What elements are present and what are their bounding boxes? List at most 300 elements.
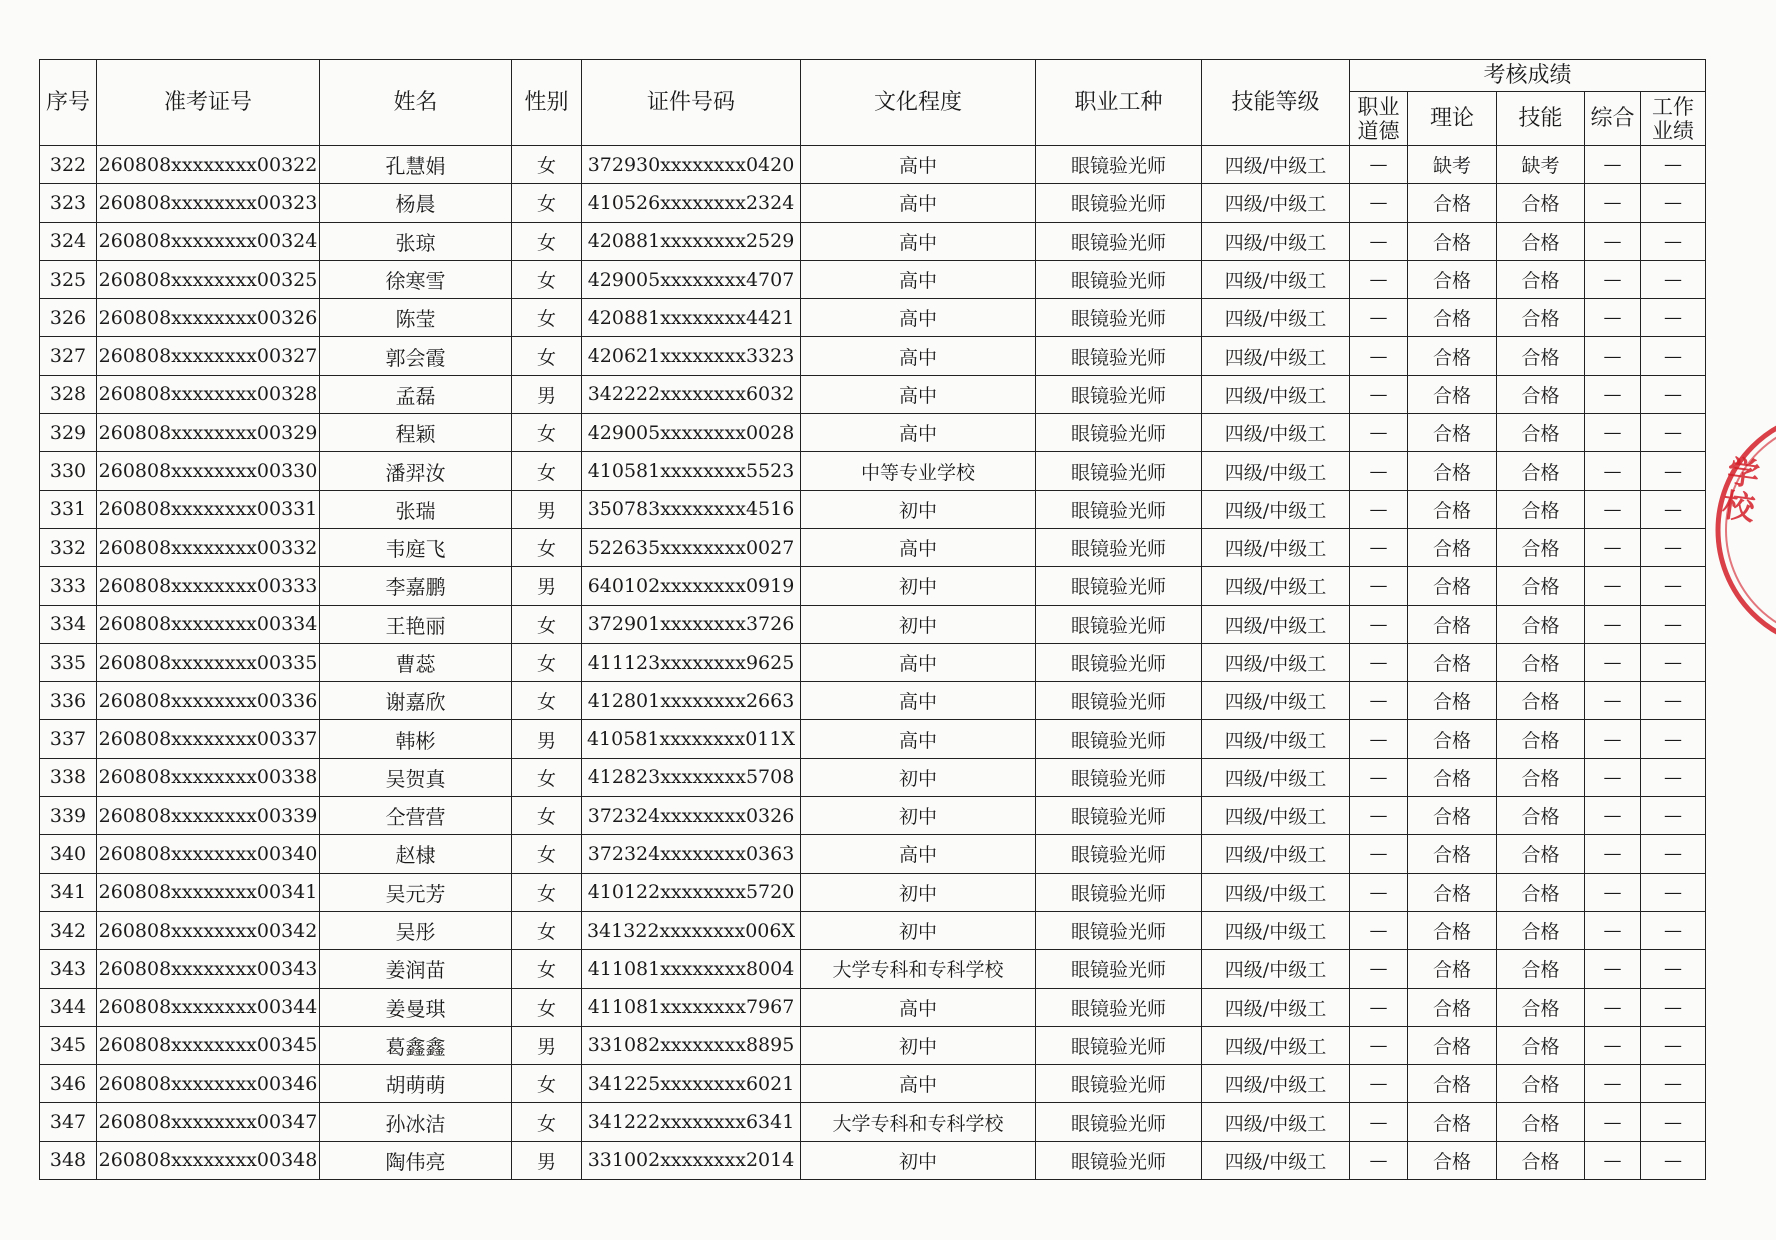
cell-work: — — [1641, 299, 1706, 337]
cell-gender: 女 — [512, 222, 582, 260]
cell-admission: 260808xxxxxxxx00326 — [97, 299, 320, 337]
cell-admission: 260808xxxxxxxx00340 — [97, 835, 320, 873]
cell-occupation: 眼镜验光师 — [1036, 567, 1202, 605]
cell-idno: 372930xxxxxxxx0420 — [582, 146, 801, 184]
cell-comprehensive: — — [1585, 375, 1641, 413]
cell-theory: 合格 — [1408, 682, 1497, 720]
cell-idno: 412823xxxxxxxx5708 — [582, 758, 801, 796]
cell-level: 四级/中级工 — [1202, 873, 1350, 911]
cell-gender: 女 — [512, 260, 582, 298]
cell-admission: 260808xxxxxxxx00347 — [97, 1103, 320, 1141]
cell-name: 张琼 — [320, 222, 512, 260]
table-row — [40, 605, 1706, 643]
cell-admission: 260808xxxxxxxx00327 — [97, 337, 320, 375]
table-row — [40, 414, 1706, 452]
cell-idno: 411081xxxxxxxx8004 — [582, 950, 801, 988]
cell-comprehensive: — — [1585, 337, 1641, 375]
cell-work: — — [1641, 758, 1706, 796]
cell-seq: 335 — [40, 643, 97, 681]
cell-ethics: — — [1350, 184, 1408, 222]
cell-admission: 260808xxxxxxxx00334 — [97, 605, 320, 643]
cell-ethics: — — [1350, 299, 1408, 337]
cell-comprehensive: — — [1585, 490, 1641, 528]
table-row — [40, 184, 1706, 222]
cell-comprehensive: — — [1585, 988, 1641, 1026]
cell-occupation: 眼镜验光师 — [1036, 260, 1202, 298]
cell-occupation: 眼镜验光师 — [1036, 528, 1202, 566]
cell-ethics: — — [1350, 797, 1408, 835]
cell-theory: 合格 — [1408, 643, 1497, 681]
cell-level: 四级/中级工 — [1202, 682, 1350, 720]
cell-work: — — [1641, 720, 1706, 758]
cell-comprehensive: — — [1585, 1065, 1641, 1103]
table-row — [40, 260, 1706, 298]
cell-work: — — [1641, 950, 1706, 988]
table-row — [40, 643, 1706, 681]
table-row — [40, 146, 1706, 184]
table-header — [40, 60, 1706, 146]
cell-work: — — [1641, 146, 1706, 184]
cell-gender: 女 — [512, 1103, 582, 1141]
cell-skill: 合格 — [1497, 835, 1585, 873]
cell-seq: 325 — [40, 260, 97, 298]
table-row — [40, 835, 1706, 873]
cell-education: 初中 — [801, 567, 1036, 605]
cell-level: 四级/中级工 — [1202, 911, 1350, 949]
cell-seq: 344 — [40, 988, 97, 1026]
cell-skill: 合格 — [1497, 1026, 1585, 1064]
cell-theory: 合格 — [1408, 1141, 1497, 1179]
cell-work: — — [1641, 682, 1706, 720]
cell-work: — — [1641, 1065, 1706, 1103]
cell-ethics: — — [1350, 1026, 1408, 1064]
cell-ethics: — — [1350, 682, 1408, 720]
cell-comprehensive: — — [1585, 567, 1641, 605]
cell-education: 高中 — [801, 720, 1036, 758]
cell-idno: 341222xxxxxxxx6341 — [582, 1103, 801, 1141]
table-row — [40, 911, 1706, 949]
cell-education: 初中 — [801, 911, 1036, 949]
cell-work: — — [1641, 1026, 1706, 1064]
cell-theory: 合格 — [1408, 567, 1497, 605]
cell-gender: 女 — [512, 528, 582, 566]
cell-comprehensive: — — [1585, 758, 1641, 796]
cell-education: 高中 — [801, 337, 1036, 375]
cell-level: 四级/中级工 — [1202, 1065, 1350, 1103]
cell-occupation: 眼镜验光师 — [1036, 375, 1202, 413]
cell-name: 吴贺真 — [320, 758, 512, 796]
cell-theory: 合格 — [1408, 988, 1497, 1026]
cell-idno: 411081xxxxxxxx7967 — [582, 988, 801, 1026]
cell-name: 姜曼琪 — [320, 988, 512, 1026]
cell-comprehensive: — — [1585, 1141, 1641, 1179]
cell-skill: 合格 — [1497, 375, 1585, 413]
cell-occupation: 眼镜验光师 — [1036, 1103, 1202, 1141]
cell-skill: 合格 — [1497, 873, 1585, 911]
cell-idno: 341322xxxxxxxx006X — [582, 911, 801, 949]
cell-comprehensive: — — [1585, 184, 1641, 222]
cell-ethics: — — [1350, 375, 1408, 413]
cell-comprehensive: — — [1585, 605, 1641, 643]
cell-gender: 男 — [512, 567, 582, 605]
cell-level: 四级/中级工 — [1202, 988, 1350, 1026]
header-scores-group: 考核成绩 — [1350, 60, 1706, 92]
cell-ethics: — — [1350, 873, 1408, 911]
cell-level: 四级/中级工 — [1202, 299, 1350, 337]
cell-education: 高中 — [801, 260, 1036, 298]
cell-education: 高中 — [801, 414, 1036, 452]
cell-work: — — [1641, 797, 1706, 835]
cell-theory: 合格 — [1408, 911, 1497, 949]
cell-ethics: — — [1350, 1103, 1408, 1141]
cell-gender: 女 — [512, 758, 582, 796]
cell-seq: 323 — [40, 184, 97, 222]
cell-occupation: 眼镜验光师 — [1036, 1141, 1202, 1179]
cell-gender: 女 — [512, 873, 582, 911]
cell-comprehensive: — — [1585, 1026, 1641, 1064]
cell-theory: 合格 — [1408, 758, 1497, 796]
cell-name: 孙冰洁 — [320, 1103, 512, 1141]
cell-skill: 合格 — [1497, 414, 1585, 452]
cell-seq: 324 — [40, 222, 97, 260]
cell-idno: 372324xxxxxxxx0326 — [582, 797, 801, 835]
cell-occupation: 眼镜验光师 — [1036, 184, 1202, 222]
cell-level: 四级/中级工 — [1202, 950, 1350, 988]
cell-name: 仝营营 — [320, 797, 512, 835]
cell-occupation: 眼镜验光师 — [1036, 414, 1202, 452]
table-row — [40, 1141, 1706, 1179]
cell-gender: 女 — [512, 911, 582, 949]
cell-ethics: — — [1350, 1141, 1408, 1179]
cell-level: 四级/中级工 — [1202, 643, 1350, 681]
cell-skill: 合格 — [1497, 528, 1585, 566]
cell-education: 高中 — [801, 988, 1036, 1026]
header-skill: 技能 — [1497, 92, 1585, 146]
cell-education: 高中 — [801, 146, 1036, 184]
cell-theory: 合格 — [1408, 375, 1497, 413]
cell-level: 四级/中级工 — [1202, 758, 1350, 796]
cell-work: — — [1641, 184, 1706, 222]
cell-gender: 女 — [512, 950, 582, 988]
cell-work: — — [1641, 911, 1706, 949]
cell-gender: 女 — [512, 452, 582, 490]
table-row — [40, 452, 1706, 490]
seal-ring — [1706, 410, 1776, 650]
cell-level: 四级/中级工 — [1202, 490, 1350, 528]
cell-comprehensive: — — [1585, 146, 1641, 184]
cell-theory: 合格 — [1408, 797, 1497, 835]
cell-gender: 女 — [512, 1065, 582, 1103]
cell-education: 高中 — [801, 184, 1036, 222]
cell-education: 初中 — [801, 797, 1036, 835]
cell-education: 大学专科和专科学校 — [801, 950, 1036, 988]
cell-occupation: 眼镜验光师 — [1036, 988, 1202, 1026]
cell-education: 初中 — [801, 605, 1036, 643]
cell-skill: 合格 — [1497, 490, 1585, 528]
cell-occupation: 眼镜验光师 — [1036, 605, 1202, 643]
cell-gender: 女 — [512, 835, 582, 873]
cell-occupation: 眼镜验光师 — [1036, 720, 1202, 758]
cell-idno: 331002xxxxxxxx2014 — [582, 1141, 801, 1179]
cell-seq: 342 — [40, 911, 97, 949]
cell-theory: 合格 — [1408, 452, 1497, 490]
cell-gender: 女 — [512, 605, 582, 643]
header-id-no: 证件号码 — [582, 60, 801, 146]
cell-ethics: — — [1350, 758, 1408, 796]
cell-name: 徐寒雪 — [320, 260, 512, 298]
cell-name: 谢嘉欣 — [320, 682, 512, 720]
cell-comprehensive: — — [1585, 911, 1641, 949]
cell-admission: 260808xxxxxxxx00330 — [97, 452, 320, 490]
cell-seq: 345 — [40, 1026, 97, 1064]
cell-skill: 合格 — [1497, 1065, 1585, 1103]
cell-occupation: 眼镜验光师 — [1036, 758, 1202, 796]
cell-skill: 合格 — [1497, 299, 1585, 337]
cell-theory: 合格 — [1408, 835, 1497, 873]
header-comprehensive: 综合 — [1585, 92, 1641, 146]
cell-name: 孔慧娟 — [320, 146, 512, 184]
cell-ethics: — — [1350, 528, 1408, 566]
cell-seq: 332 — [40, 528, 97, 566]
cell-name: 孟磊 — [320, 375, 512, 413]
table-row — [40, 375, 1706, 413]
header-occupation: 职业工种 — [1036, 60, 1202, 146]
cell-theory: 合格 — [1408, 490, 1497, 528]
cell-idno: 420881xxxxxxxx2529 — [582, 222, 801, 260]
cell-idno: 429005xxxxxxxx4707 — [582, 260, 801, 298]
cell-work: — — [1641, 528, 1706, 566]
cell-occupation: 眼镜验光师 — [1036, 490, 1202, 528]
cell-name: 吴元芳 — [320, 873, 512, 911]
cell-education: 初中 — [801, 873, 1036, 911]
cell-name: 赵棣 — [320, 835, 512, 873]
cell-education: 高中 — [801, 682, 1036, 720]
cell-gender: 女 — [512, 988, 582, 1026]
cell-seq: 348 — [40, 1141, 97, 1179]
header-theory: 理论 — [1408, 92, 1497, 146]
cell-level: 四级/中级工 — [1202, 260, 1350, 298]
table-row — [40, 1026, 1706, 1064]
cell-admission: 260808xxxxxxxx00325 — [97, 260, 320, 298]
cell-comprehensive: — — [1585, 643, 1641, 681]
cell-idno: 420881xxxxxxxx4421 — [582, 299, 801, 337]
cell-theory: 合格 — [1408, 950, 1497, 988]
cell-seq: 329 — [40, 414, 97, 452]
cell-level: 四级/中级工 — [1202, 414, 1350, 452]
table-body — [40, 146, 1706, 1180]
cell-idno: 412801xxxxxxxx2663 — [582, 682, 801, 720]
cell-admission: 260808xxxxxxxx00322 — [97, 146, 320, 184]
cell-name: 姜润苗 — [320, 950, 512, 988]
cell-ethics: — — [1350, 146, 1408, 184]
cell-comprehensive: — — [1585, 299, 1641, 337]
cell-theory: 合格 — [1408, 605, 1497, 643]
cell-admission: 260808xxxxxxxx00348 — [97, 1141, 320, 1179]
cell-gender: 女 — [512, 682, 582, 720]
cell-comprehensive: — — [1585, 950, 1641, 988]
cell-name: 杨晨 — [320, 184, 512, 222]
cell-admission: 260808xxxxxxxx00332 — [97, 528, 320, 566]
cell-comprehensive: — — [1585, 835, 1641, 873]
cell-skill: 合格 — [1497, 758, 1585, 796]
cell-gender: 男 — [512, 1141, 582, 1179]
table-row — [40, 758, 1706, 796]
cell-work: — — [1641, 567, 1706, 605]
cell-seq: 341 — [40, 873, 97, 911]
cell-education: 中等专业学校 — [801, 452, 1036, 490]
header-admission-no: 准考证号 — [97, 60, 320, 146]
cell-admission: 260808xxxxxxxx00342 — [97, 911, 320, 949]
cell-name: 张瑞 — [320, 490, 512, 528]
cell-level: 四级/中级工 — [1202, 1141, 1350, 1179]
cell-name: 潘羿汝 — [320, 452, 512, 490]
cell-education: 初中 — [801, 1026, 1036, 1064]
cell-idno: 372901xxxxxxxx3726 — [582, 605, 801, 643]
cell-level: 四级/中级工 — [1202, 452, 1350, 490]
cell-name: 李嘉鹏 — [320, 567, 512, 605]
cell-ethics: — — [1350, 988, 1408, 1026]
cell-admission: 260808xxxxxxxx00331 — [97, 490, 320, 528]
cell-work: — — [1641, 414, 1706, 452]
cell-ethics: — — [1350, 950, 1408, 988]
header-name: 姓名 — [320, 60, 512, 146]
cell-work: — — [1641, 452, 1706, 490]
cell-seq: 343 — [40, 950, 97, 988]
cell-skill: 合格 — [1497, 260, 1585, 298]
cell-level: 四级/中级工 — [1202, 337, 1350, 375]
cell-occupation: 眼镜验光师 — [1036, 452, 1202, 490]
cell-comprehensive: — — [1585, 260, 1641, 298]
cell-skill: 合格 — [1497, 567, 1585, 605]
cell-occupation: 眼镜验光师 — [1036, 146, 1202, 184]
cell-ethics: — — [1350, 720, 1408, 758]
cell-ethics: — — [1350, 1065, 1408, 1103]
cell-occupation: 眼镜验光师 — [1036, 682, 1202, 720]
cell-theory: 合格 — [1408, 299, 1497, 337]
cell-name: 吴彤 — [320, 911, 512, 949]
cell-seq: 327 — [40, 337, 97, 375]
cell-ethics: — — [1350, 567, 1408, 605]
cell-occupation: 眼镜验光师 — [1036, 222, 1202, 260]
cell-level: 四级/中级工 — [1202, 375, 1350, 413]
cell-level: 四级/中级工 — [1202, 605, 1350, 643]
cell-skill: 合格 — [1497, 682, 1585, 720]
cell-occupation: 眼镜验光师 — [1036, 873, 1202, 911]
cell-seq: 328 — [40, 375, 97, 413]
cell-idno: 341225xxxxxxxx6021 — [582, 1065, 801, 1103]
cell-admission: 260808xxxxxxxx00344 — [97, 988, 320, 1026]
cell-idno: 522635xxxxxxxx0027 — [582, 528, 801, 566]
table-row — [40, 682, 1706, 720]
cell-seq: 336 — [40, 682, 97, 720]
cell-skill: 合格 — [1497, 337, 1585, 375]
cell-ethics: — — [1350, 835, 1408, 873]
cell-skill: 合格 — [1497, 911, 1585, 949]
cell-gender: 女 — [512, 797, 582, 835]
cell-comprehensive: — — [1585, 222, 1641, 260]
cell-occupation: 眼镜验光师 — [1036, 950, 1202, 988]
cell-gender: 女 — [512, 146, 582, 184]
cell-idno: 640102xxxxxxxx0919 — [582, 567, 801, 605]
cell-skill: 合格 — [1497, 184, 1585, 222]
cell-name: 葛鑫鑫 — [320, 1026, 512, 1064]
cell-occupation: 眼镜验光师 — [1036, 1026, 1202, 1064]
table-row — [40, 988, 1706, 1026]
cell-occupation: 眼镜验光师 — [1036, 797, 1202, 835]
cell-idno: 420621xxxxxxxx3323 — [582, 337, 801, 375]
cell-admission: 260808xxxxxxxx00339 — [97, 797, 320, 835]
cell-work: — — [1641, 835, 1706, 873]
cell-ethics: — — [1350, 414, 1408, 452]
cell-idno: 411123xxxxxxxx9625 — [582, 643, 801, 681]
cell-theory: 合格 — [1408, 414, 1497, 452]
cell-work: — — [1641, 873, 1706, 911]
cell-occupation: 眼镜验光师 — [1036, 911, 1202, 949]
cell-seq: 330 — [40, 452, 97, 490]
cell-skill: 合格 — [1497, 605, 1585, 643]
table-row — [40, 1103, 1706, 1141]
cell-idno: 342222xxxxxxxx6032 — [582, 375, 801, 413]
cell-education: 高中 — [801, 222, 1036, 260]
cell-seq: 339 — [40, 797, 97, 835]
cell-admission: 260808xxxxxxxx00324 — [97, 222, 320, 260]
cell-theory: 合格 — [1408, 260, 1497, 298]
cell-skill: 合格 — [1497, 452, 1585, 490]
table-row — [40, 567, 1706, 605]
table-row — [40, 720, 1706, 758]
cell-gender: 女 — [512, 643, 582, 681]
cell-work: — — [1641, 605, 1706, 643]
cell-skill: 合格 — [1497, 222, 1585, 260]
header-gender: 性别 — [512, 60, 582, 146]
cell-education: 初中 — [801, 1141, 1036, 1179]
cell-seq: 340 — [40, 835, 97, 873]
cell-skill: 合格 — [1497, 1103, 1585, 1141]
table-row — [40, 222, 1706, 260]
cell-level: 四级/中级工 — [1202, 567, 1350, 605]
cell-comprehensive: — — [1585, 720, 1641, 758]
cell-level: 四级/中级工 — [1202, 528, 1350, 566]
cell-occupation: 眼镜验光师 — [1036, 643, 1202, 681]
cell-ethics: — — [1350, 643, 1408, 681]
cell-education: 初中 — [801, 758, 1036, 796]
cell-skill: 合格 — [1497, 988, 1585, 1026]
cell-gender: 男 — [512, 720, 582, 758]
cell-name: 王艳丽 — [320, 605, 512, 643]
cell-ethics: — — [1350, 260, 1408, 298]
cell-theory: 合格 — [1408, 1103, 1497, 1141]
seal-text: 学校 — [1715, 453, 1763, 526]
cell-seq: 331 — [40, 490, 97, 528]
cell-admission: 260808xxxxxxxx00328 — [97, 375, 320, 413]
cell-admission: 260808xxxxxxxx00338 — [97, 758, 320, 796]
cell-admission: 260808xxxxxxxx00329 — [97, 414, 320, 452]
cell-idno: 350783xxxxxxxx4516 — [582, 490, 801, 528]
cell-gender: 男 — [512, 375, 582, 413]
cell-gender: 女 — [512, 299, 582, 337]
cell-level: 四级/中级工 — [1202, 835, 1350, 873]
cell-comprehensive: — — [1585, 414, 1641, 452]
cell-comprehensive: — — [1585, 452, 1641, 490]
cell-seq: 346 — [40, 1065, 97, 1103]
cell-gender: 男 — [512, 1026, 582, 1064]
cell-seq: 338 — [40, 758, 97, 796]
cell-level: 四级/中级工 — [1202, 146, 1350, 184]
cell-work: — — [1641, 1103, 1706, 1141]
cell-theory: 合格 — [1408, 1065, 1497, 1103]
cell-ethics: — — [1350, 452, 1408, 490]
cell-theory: 合格 — [1408, 873, 1497, 911]
